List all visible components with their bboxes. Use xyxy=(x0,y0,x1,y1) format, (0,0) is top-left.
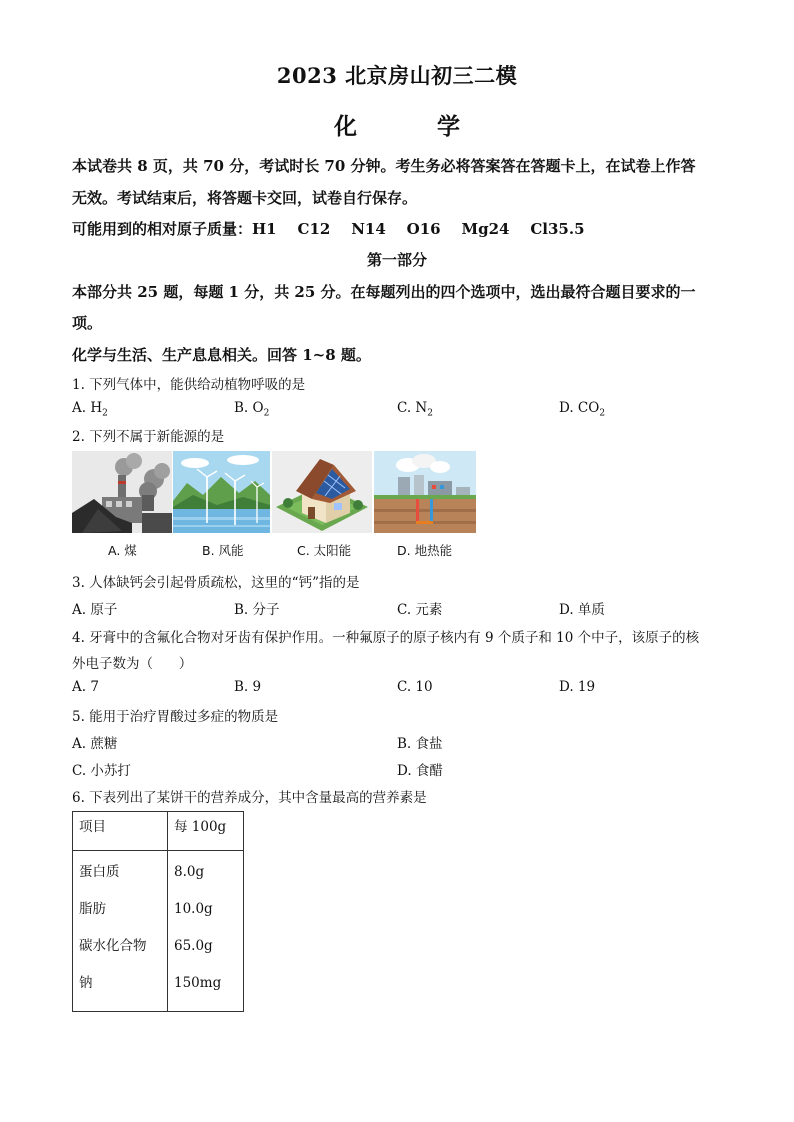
energy-captions xyxy=(72,541,492,559)
option-c: C. $N_2$ xyxy=(397,400,433,419)
table-cell-value: 8.0g xyxy=(174,864,205,880)
solar-house-image xyxy=(272,451,372,533)
question-1-stem: 1. 下列气体中，能供给动植物呼吸的是 xyxy=(72,377,306,393)
table-header-row xyxy=(73,812,244,851)
option-b: B. 分子 xyxy=(234,602,280,618)
option-b: B. 食盐 xyxy=(397,736,443,752)
table-cell-item: 钠 xyxy=(79,975,93,991)
question-5-options-row-2 xyxy=(72,759,732,777)
value-column xyxy=(168,851,244,1012)
option-b: B. 9 xyxy=(234,679,262,695)
caption-wind: B. 风能 xyxy=(202,543,244,558)
question-4-stem-1: 4. 牙膏中的含氟化合物对牙齿有保护作用。一种氟原子的原子核内有 9 个质子和 10 个中子，该原子的核 xyxy=(72,630,700,646)
option-c: C. 小苏打 xyxy=(72,763,131,779)
subject-title: 化 学 xyxy=(333,113,496,140)
option-d: D. 19 xyxy=(559,679,596,695)
intro-line-1: 本试卷共 8 页，共 70 分，考试时长 70 分钟。考生务必将答案答在答题卡上，在试卷上作答 xyxy=(72,157,696,175)
option-d: D. 食醋 xyxy=(397,763,443,779)
option-b: B. $O_2$ xyxy=(234,400,270,419)
question-3-stem: 3. 人体缺钙会引起骨质疏松，这里的“钙”指的是 xyxy=(72,575,360,591)
caption-solar: C. 太阳能 xyxy=(297,543,352,558)
atomic-mass-line: 可能用到的相对原子质量：H1 C12 N14 O16 Mg24 Cl35.5 xyxy=(72,220,585,238)
header-item: 项目 xyxy=(73,812,168,851)
header-per-100g: 每 100g xyxy=(168,812,244,851)
question-4-options xyxy=(72,679,732,697)
intro-line-2: 无效。考试结束后，将答题卡交回，试卷自行保存。 xyxy=(72,189,418,207)
question-1-options xyxy=(72,400,732,418)
table-cell-item: 碳水化合物 xyxy=(79,938,147,954)
option-a: A. 原子 xyxy=(72,602,118,618)
energy-images xyxy=(72,451,476,533)
item-column xyxy=(73,851,168,1012)
question-group-intro: 化学与生活、生产息息相关。回答 1~8 题。 xyxy=(72,346,371,364)
option-c: C. 10 xyxy=(397,679,433,695)
table-cell-value: 150mg xyxy=(174,975,222,991)
nutrition-table xyxy=(72,811,244,1012)
option-a: A. 7 xyxy=(72,679,99,695)
part-instructions-2: 项。 xyxy=(72,314,103,332)
question-4-stem-2: 外电子数为（ ） xyxy=(72,656,193,672)
question-2-stem: 2. 下列不属于新能源的是 xyxy=(72,429,225,445)
option-c: C. 元素 xyxy=(397,602,443,618)
caption-coal: A. 煤 xyxy=(108,543,137,558)
question-3-options xyxy=(72,598,732,616)
table-body-row xyxy=(73,851,244,1012)
part-instructions-1: 本部分共 25 题，每题 1 分，共 25 分。在每题列出的四个选项中，选出最符合题目要求的一 xyxy=(72,283,696,301)
question-6-stem: 6. 下表列出了某饼干的营养成分，其中含量最高的营养素是 xyxy=(72,790,427,806)
table-cell-item: 蛋白质 xyxy=(79,864,120,880)
table-cell-item: 脂肪 xyxy=(79,901,106,917)
geothermal-image xyxy=(374,451,476,533)
exam-title: 2023 北京房山初三二模 xyxy=(276,63,518,88)
part-heading: 第一部分 xyxy=(366,251,427,269)
option-a: A. $H_2$ xyxy=(72,400,108,419)
question-5-options-row-1 xyxy=(72,732,732,750)
table-cell-value: 10.0g xyxy=(174,901,213,917)
table-cell-value: 65.0g xyxy=(174,938,213,954)
question-5-stem: 5. 能用于治疗胃酸过多症的物质是 xyxy=(72,709,279,725)
option-a: A. 蔗糖 xyxy=(72,736,118,752)
wind-power-image xyxy=(173,451,270,533)
coal-power-plant-image xyxy=(72,451,172,533)
option-d: D. $CO_2$ xyxy=(559,400,606,419)
caption-geothermal: D. 地热能 xyxy=(397,543,453,558)
option-d: D. 单质 xyxy=(559,602,605,618)
